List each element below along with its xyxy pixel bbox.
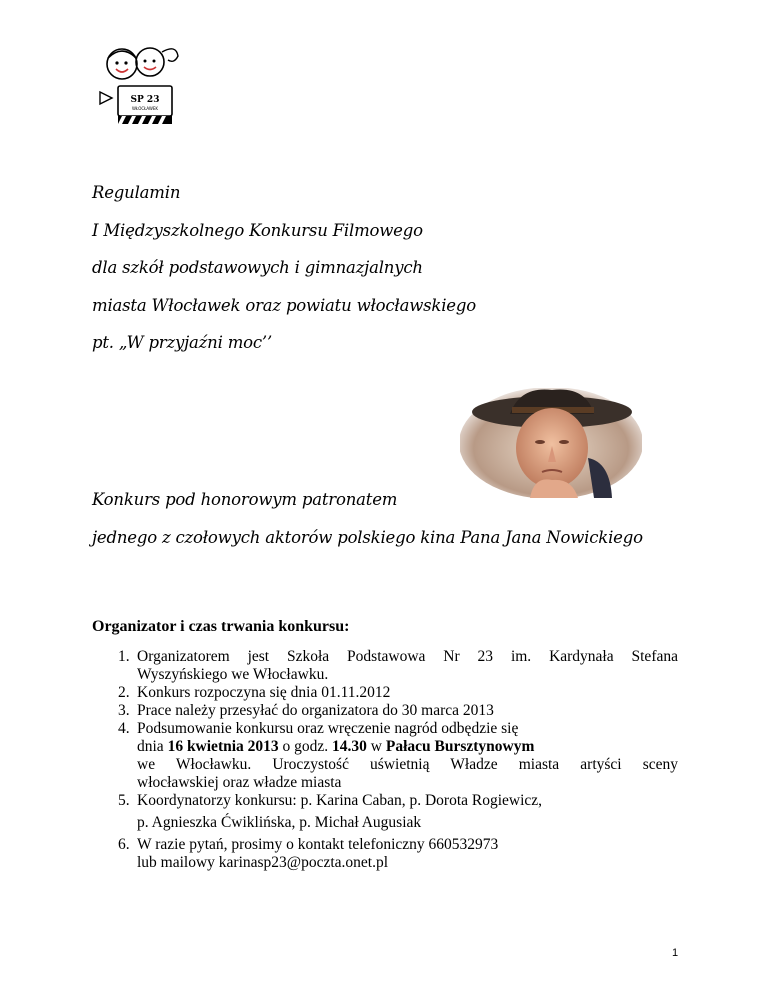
item-number: 4.	[118, 720, 130, 737]
item-text: włocławskiej oraz władze miasta	[137, 774, 342, 791]
item-number: 2.	[118, 684, 130, 701]
patron-line: Konkurs pod honorowym patronatem	[92, 490, 398, 509]
text-fragment: w	[366, 738, 386, 755]
item-text: Prace należy przesyłać do organizatora do 30 marca 2013	[137, 702, 494, 719]
item-text: Podsumowanie konkursu oraz wręczenie nagród odbędzie się	[137, 720, 519, 737]
logo-text: SP 23	[130, 95, 160, 105]
text-fragment: dnia	[137, 738, 168, 755]
item-number: 6.	[118, 836, 130, 853]
list-item	[118, 792, 678, 832]
item-text: p. Agnieszka Ćwiklińska, p. Michał Augusiak	[137, 814, 422, 831]
event-time: 14.30	[332, 738, 367, 755]
item-number: 1.	[118, 648, 130, 665]
patron-line: jednego z czołowych aktorów polskiego kina Pana Jana Nowickiego	[92, 528, 643, 547]
page-number: 1	[672, 947, 679, 959]
item-text: W razie pytań, prosimy o kontakt telefoniczny 660532973	[137, 836, 499, 853]
item-text: lub mailowy karinasp23@poczta.onet.pl	[137, 854, 389, 871]
title-line: miasta Włocławek oraz powiatu włocławskiego	[92, 295, 476, 315]
item-text: Konkurs rozpoczyna się dnia 01.11.2012	[137, 684, 391, 701]
logo-subtext: WŁOCŁAWEK	[131, 106, 159, 111]
school-logo	[92, 40, 200, 148]
list-item	[118, 648, 678, 684]
section-heading: Organizator i czas trwania konkursu:	[92, 618, 350, 635]
title-line: Regulamin	[92, 183, 181, 202]
list-item	[118, 720, 678, 792]
item-text: Wyszyńskiego we Włocławku.	[137, 666, 329, 683]
title-line: pt. „W przyjaźni moc’’	[92, 333, 273, 352]
list-item	[118, 684, 678, 702]
item-text: Koordynatorzy konkursu: p. Karina Caban, p. Dorota Rogiewicz,	[137, 792, 543, 809]
title-line: dla szkół podstawowych i gimnazjalnych	[92, 258, 423, 277]
document-title	[92, 174, 692, 362]
item-text	[137, 738, 678, 756]
text-fragment: o godz.	[278, 738, 333, 755]
list-item	[118, 836, 678, 872]
title-line: I Międzyszkolnego Konkursu Filmowego	[92, 220, 423, 240]
item-text: we Włocławku. Uroczystość uświetnią Władze miasta artyści sceny	[137, 756, 678, 773]
item-text: Organizatorem jest Szkoła Podstawowa Nr 23 im. Kardynała Stefana	[137, 648, 678, 665]
item-number: 5.	[118, 792, 130, 809]
rules-list	[118, 648, 678, 872]
event-date: 16 kwietnia 2013	[167, 738, 279, 755]
patron-section	[92, 481, 732, 557]
list-item	[118, 702, 678, 720]
event-place: Pałacu Bursztynowym	[385, 738, 535, 755]
item-number: 3.	[118, 702, 130, 719]
